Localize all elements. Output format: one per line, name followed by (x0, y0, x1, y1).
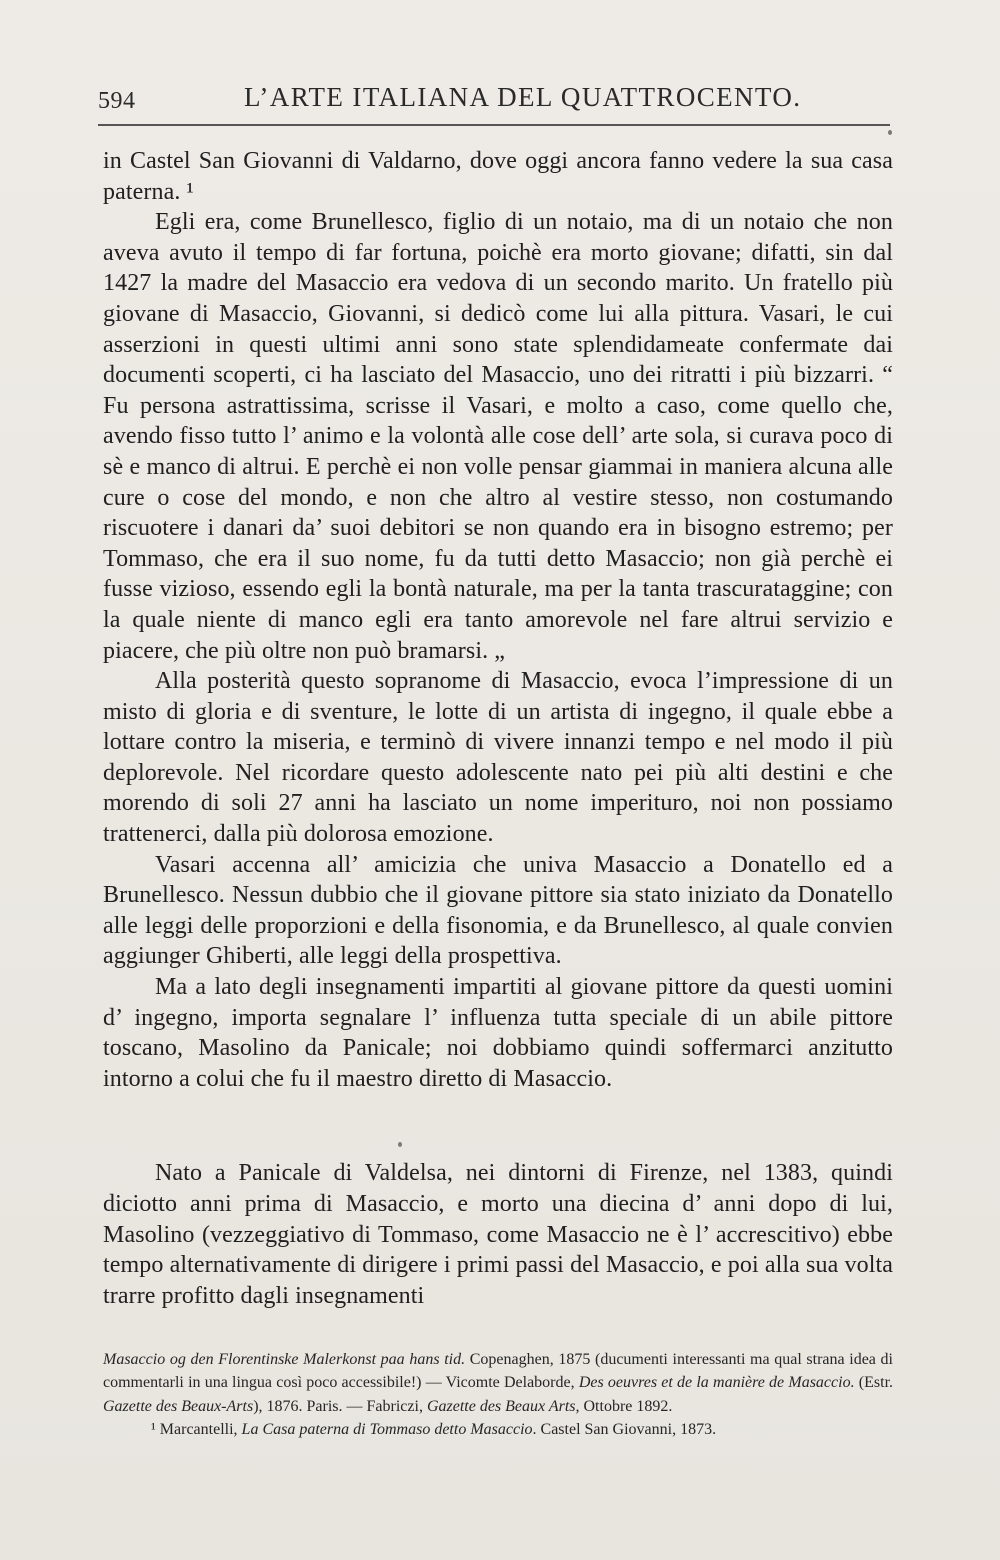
section-break (103, 1094, 893, 1158)
bibliography-title-3: Gazette des Beaux-Arts (103, 1397, 254, 1415)
running-header (98, 82, 893, 122)
paragraph-5: Ma a lato degli insegnamenti impartiti al giovane pittore da questi uomini d’ ingegno, importa segnalare l’ influenza tutta speciale di un abile pittore toscano, Masolino da Panicale; noi dobbiamo quindi soffermarci anzitutto intorno a colui che fu il maestro diretto di Masaccio. (103, 974, 893, 1092)
bibliography-text-3: ), 1876. Paris. — Fabriczi, (253, 1397, 427, 1415)
bibliography-title-1: Masaccio og den Florentinske Malerkonst paa hans tid. (103, 1351, 466, 1368)
running-title: L’ARTE ITALIANA DEL QUATTROCENTO. (244, 82, 802, 112)
paragraph-1: in Castel San Giovanni di Valdarno, dove oggi ancora fanno vedere la sua casa paterna. ¹ (103, 148, 893, 205)
paragraph-2: Egli era, come Brunellesco, figlio di un notaio, ma di un notaio che non aveva avuto il tempo di far fortuna, poichè era morto giovane; difatti, sin dal 1427 la madre del Masaccio era vedova di un secondo marito. Un fratello più giovane di Masaccio, Giovanni, si dedicò come lui alla pittura. Vasari, le cui asserzioni in questi ultimi anni sono state splendidameate confermate dai documenti scoperti, ci ha lasciato del Masaccio, uno dei ritratti i più bizzarri. “ Fu persona astrattissima, scrisse il Vasari, e molto a caso, come quello che, avendo fisso tutto l’ animo e la volontà alle cose dell’ arte sola, si curava poco di sè e manco di altrui. E perchè ei non volle pensar giammai in maniera alcuna alle cure o cose del mondo, e non che altro al vestire stesso, non costumando riscuotere i danari da’ suoi debitori se non quando era in bisogno estremo; per Tommaso, che era il suo nome, fu da tutti detto Masaccio; non già perchè ei fusse vizioso, essendo egli la bontà naturale, ma per la tanta trascurataggine; con la quale niente di manco egli era tanto amorevole nel fare altrui servizio e piacere, che più oltre non può bramarsi. „ (103, 209, 893, 664)
paper-speck (888, 130, 892, 135)
footnote-bibliography (103, 1348, 893, 1418)
bibliography-title-4: Gazette des Beaux Arts, (426, 1397, 580, 1415)
footnotes (103, 1348, 893, 1441)
header-rule (98, 124, 890, 126)
page-number: 594 (98, 88, 136, 114)
bibliography-title-2: Des oeuvres et de la manière de Masaccio. (578, 1374, 855, 1392)
bibliography-text-2: (Estr. (854, 1374, 894, 1392)
footnote-1 (103, 1418, 893, 1441)
bibliography-text-4: Ottobre 1892. (579, 1397, 673, 1415)
main-text (103, 146, 893, 1311)
footnote-1-author: Marcantelli, (155, 1420, 242, 1438)
footnote-1-marker: ¹ (151, 1420, 156, 1438)
paragraph-3: Alla posterità questo sopranome di Masaccio, evoca l’impressione di un misto di gloria e di sventure, le lotte di un artista di ingegno, il quale ebbe a lottare contro la miseria, e terminò di vivere innanzi tempo e nel modo il più deplorevole. Nel ricordare questo adolescente nato pei più alti destini e che morendo di soli 27 anni ha lasciato un nome imperituro, noi non possiamo trattenerci, dalla più dolorosa emozione. (103, 668, 893, 848)
paragraph-4: Vasari accenna all’ amicizia che univa Masaccio a Donatello ed a Brunellesco. Nessun dubbio che il giovane pittore sia stato iniziato da Donatello alle leggi delle proporzioni e della fisonomia, e da Brunellesco, al quale convien aggiunger Ghiberti, alle leggi della prospettiva. (103, 851, 893, 970)
bibliography-text-1: Copenaghen, 1875 (ducumenti interessanti ma qual strana idea di commentarli in una lingua così poco accessibile!) — Vicomte Delaborde, (103, 1351, 893, 1392)
paper-speck (398, 1142, 402, 1147)
paragraph-6: Nato a Panicale di Valdelsa, nei dintorni di Firenze, nel 1383, quindi diciotto anni prima di Masaccio, e morto una diecina d’ anni dopo di lui, Masolino (vezzeggiativo di Tommaso, come Masaccio ne è l’ accrescitivo) ebbe tempo alternativamente di dirigere i primi passi del Masaccio, e poi alla sua volta trarre profitto dagli insegnamenti (103, 1160, 893, 1309)
footnote-1-text: . Castel San Giovanni, 1873. (532, 1420, 717, 1438)
footnote-1-title: La Casa paterna di Tommaso detto Masaccio (241, 1420, 533, 1438)
